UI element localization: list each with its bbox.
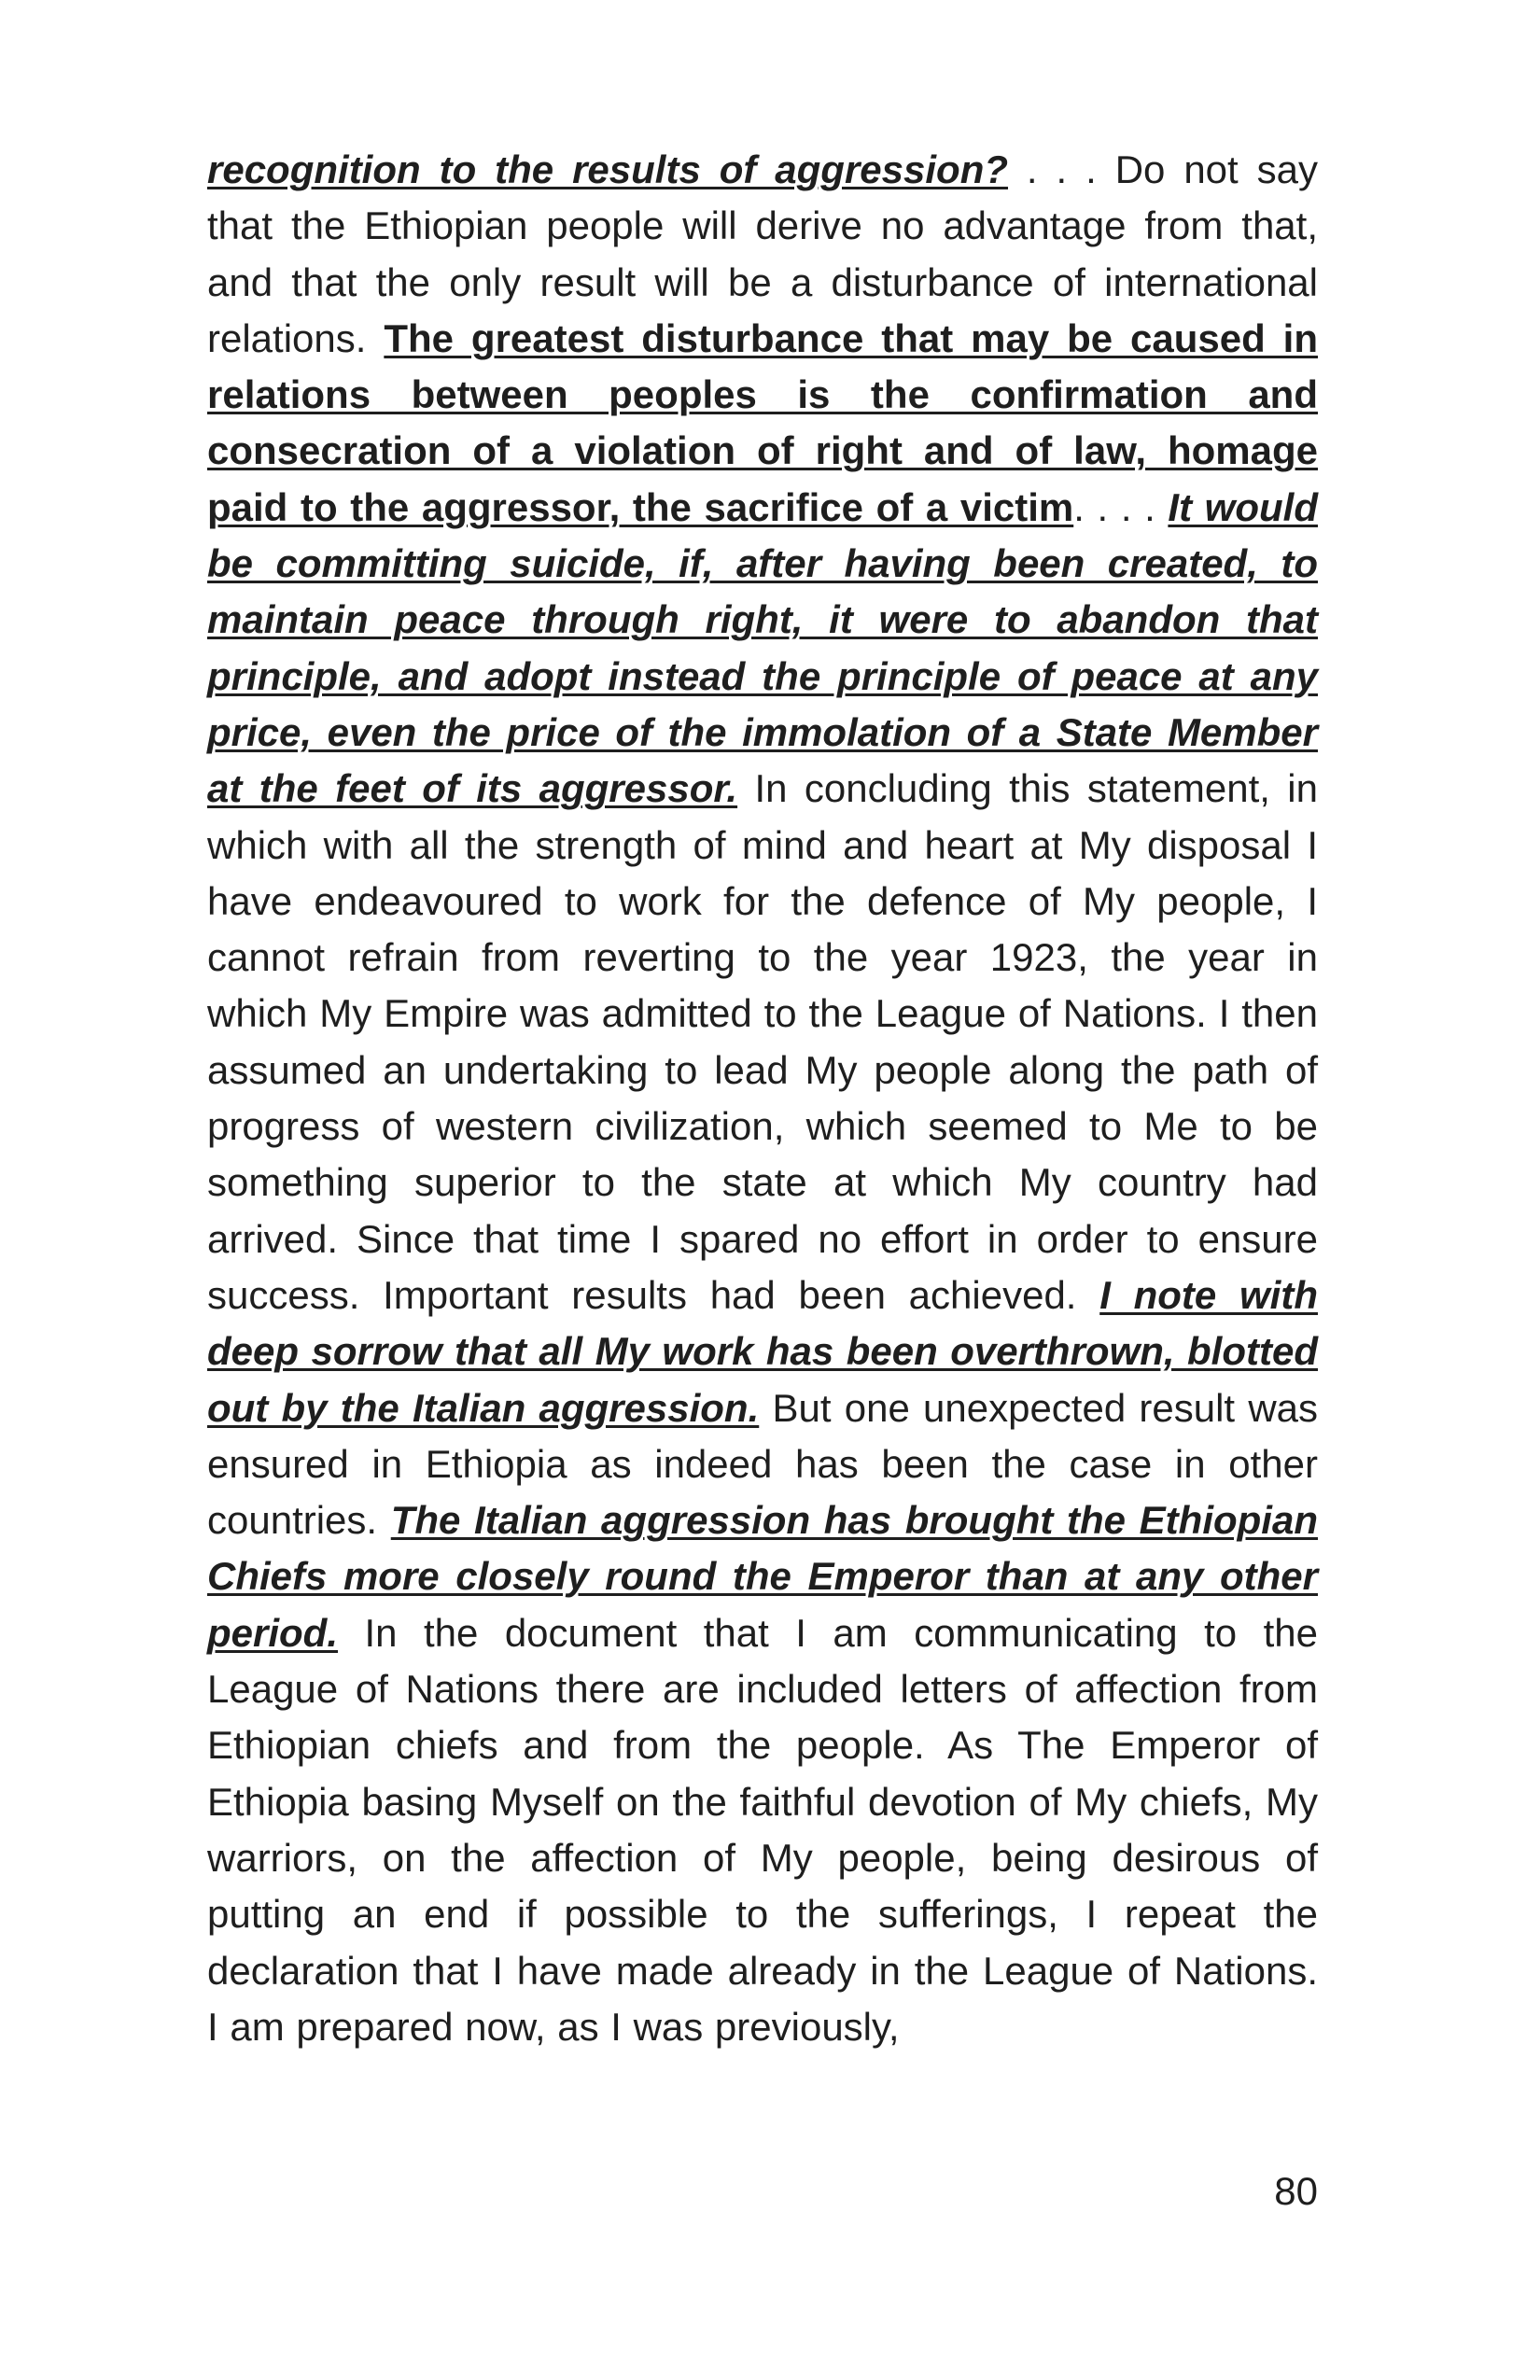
body-text-run: In concluding this statement, in which with all the strength of mind and heart at My disposal I have endeavoured to work for the defence of My people, I cannot refrain from reverting to the year 1923, the year in which My Empire was admitted to the League of Nations. I then assumed an undertaking to lead My people along the path of progress of western civilization, which seemed to Me to be something superior to the state at which My country had arrived. Since that time I spared no effort in order to ensure success. Important results had been achieved. <box>207 766 1318 1317</box>
page-number: 80 <box>1274 2169 1318 2213</box>
body-text-run: But one unexpected result was ensured in Ethiopia as indeed has been the case in other countries. <box>207 1385 1319 1543</box>
emphasized-passage: The greatest disturbance that may be caused in relations between peoples is the confirmation and consecration of a violation of right and of law, homage paid to the aggressor, the sacrifice of a victim <box>207 315 1318 529</box>
emphasized-passage: The Italian aggression has brought the Ethiopian Chiefs more closely round the Emperor than at any other period. <box>207 1498 1318 1655</box>
emphasized-passage: It would be committing suicide, if, after having been created, to maintain peace through right, it were to abandon that principle, and adopt instead the principle of peace at any price, even the price of the immolation of a State Member at the feet of its aggressor. <box>207 484 1318 811</box>
body-text-run: . . . Do not say that the Ethiopian people will derive no advantage from that, and that the only result will be a disturbance of international relations. <box>207 147 1318 360</box>
body-text-run: . . . . <box>1073 484 1169 529</box>
emphasized-passage: I note with deep sorrow that all My work has been overthrown, blotted out by the Italian aggression. <box>207 1272 1318 1430</box>
emphasized-passage: recognition to the results of aggression? <box>207 147 1009 191</box>
document-page <box>207 142 1318 2055</box>
body-paragraph <box>207 142 1318 2055</box>
body-text-run: In the document that I am communicating to the League of Nations there are included letters of affection from Ethiopian chiefs and from the people. As The Emperor of Ethiopia basing Myself on the faithful devotion of My chiefs, My warriors, on the affection of My people, being desirous of putting an end if possible to the sufferings, I repeat the declaration that I have made already in the League of Nations. I am prepared now, as I was previously, <box>207 1610 1318 2049</box>
